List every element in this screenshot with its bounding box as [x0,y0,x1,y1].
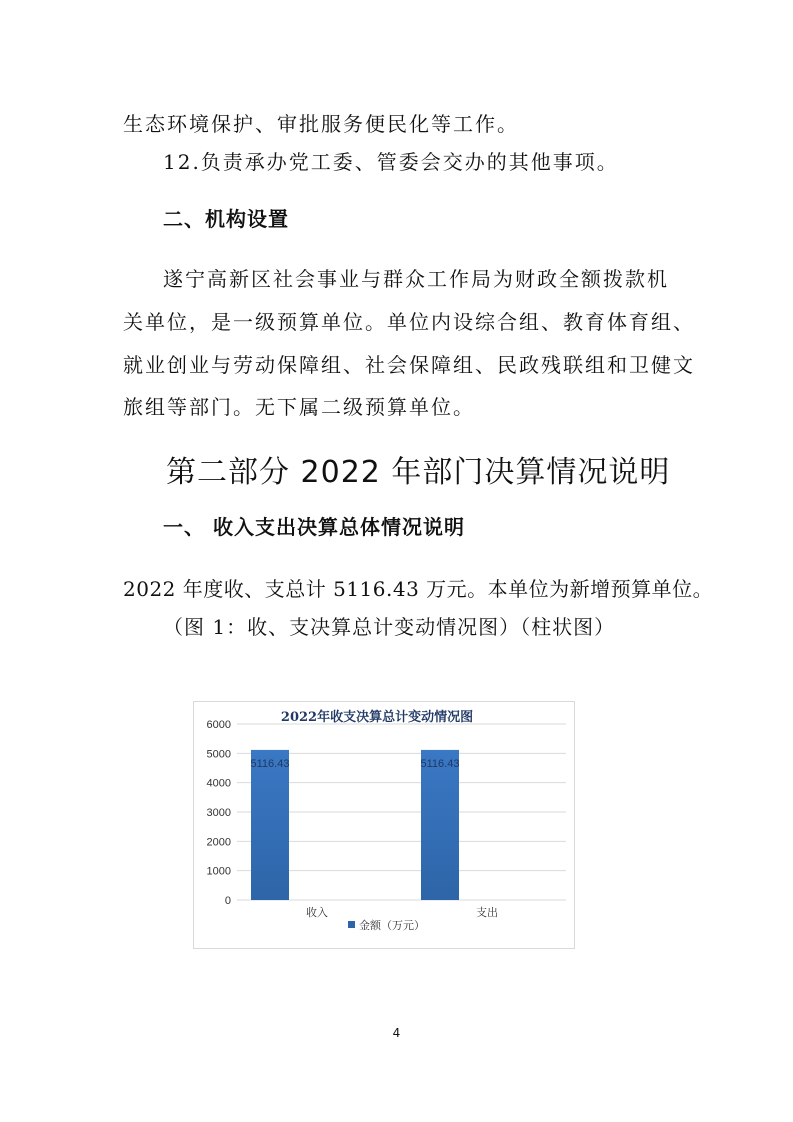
y-tick-label: 2000 [206,836,231,849]
paragraph-line: 就业创业与劳动保障组、社会保障组、民政残联组和卫健文 [123,353,695,377]
paragraph-line: 生态环境保护、审批服务便民化等工作。 [123,112,519,136]
paragraph-line: 遂宁高新区社会事业与群众工作局为财政全额拨款机 [163,267,669,291]
page-number: 4 [392,1026,401,1040]
y-tick-label: 0 [224,895,231,907]
y-tick-label: 5000 [206,748,231,761]
section-heading: 二、机构设置 [163,207,289,231]
y-tick-label: 6000 [206,719,231,731]
bar [421,750,459,900]
x-tick-label: 支出 [476,906,498,919]
legend-label: 金额（万元） [359,919,425,932]
bar [251,750,289,900]
summary-text: 2022 年度收、支总计 5116.43 万元。本单位为新增预算单位。 [123,577,714,601]
sub-heading: 一、 收入支出决算总体情况说明 [163,515,465,539]
bar-chart [193,701,575,949]
data-label: 5116.43 [250,757,290,770]
legend-swatch [348,921,355,928]
y-tick-label: 4000 [206,777,231,790]
paragraph-line: 旅组等部门。无下属二级预算单位。 [123,395,475,419]
chart-title: 2022年收支决算总计变动情况图 [280,710,474,725]
part-title: 第二部分 2022 年部门决算情况说明 [166,455,671,490]
y-tick-label: 3000 [206,807,231,819]
paragraph-line: 12.负责承办党工委、管委会交办的其他事项。 [163,150,619,174]
data-label: 5116.43 [420,757,460,770]
paragraph-line: 关单位，是一级预算单位。单位内设综合组、教育体育组、 [123,310,695,334]
figure-caption: （图 1：收、支决算总计变动情况图）（柱状图） [163,615,616,639]
y-tick-label: 1000 [206,865,231,878]
chart-canvas [194,702,574,948]
x-tick-label: 收入 [306,906,328,919]
